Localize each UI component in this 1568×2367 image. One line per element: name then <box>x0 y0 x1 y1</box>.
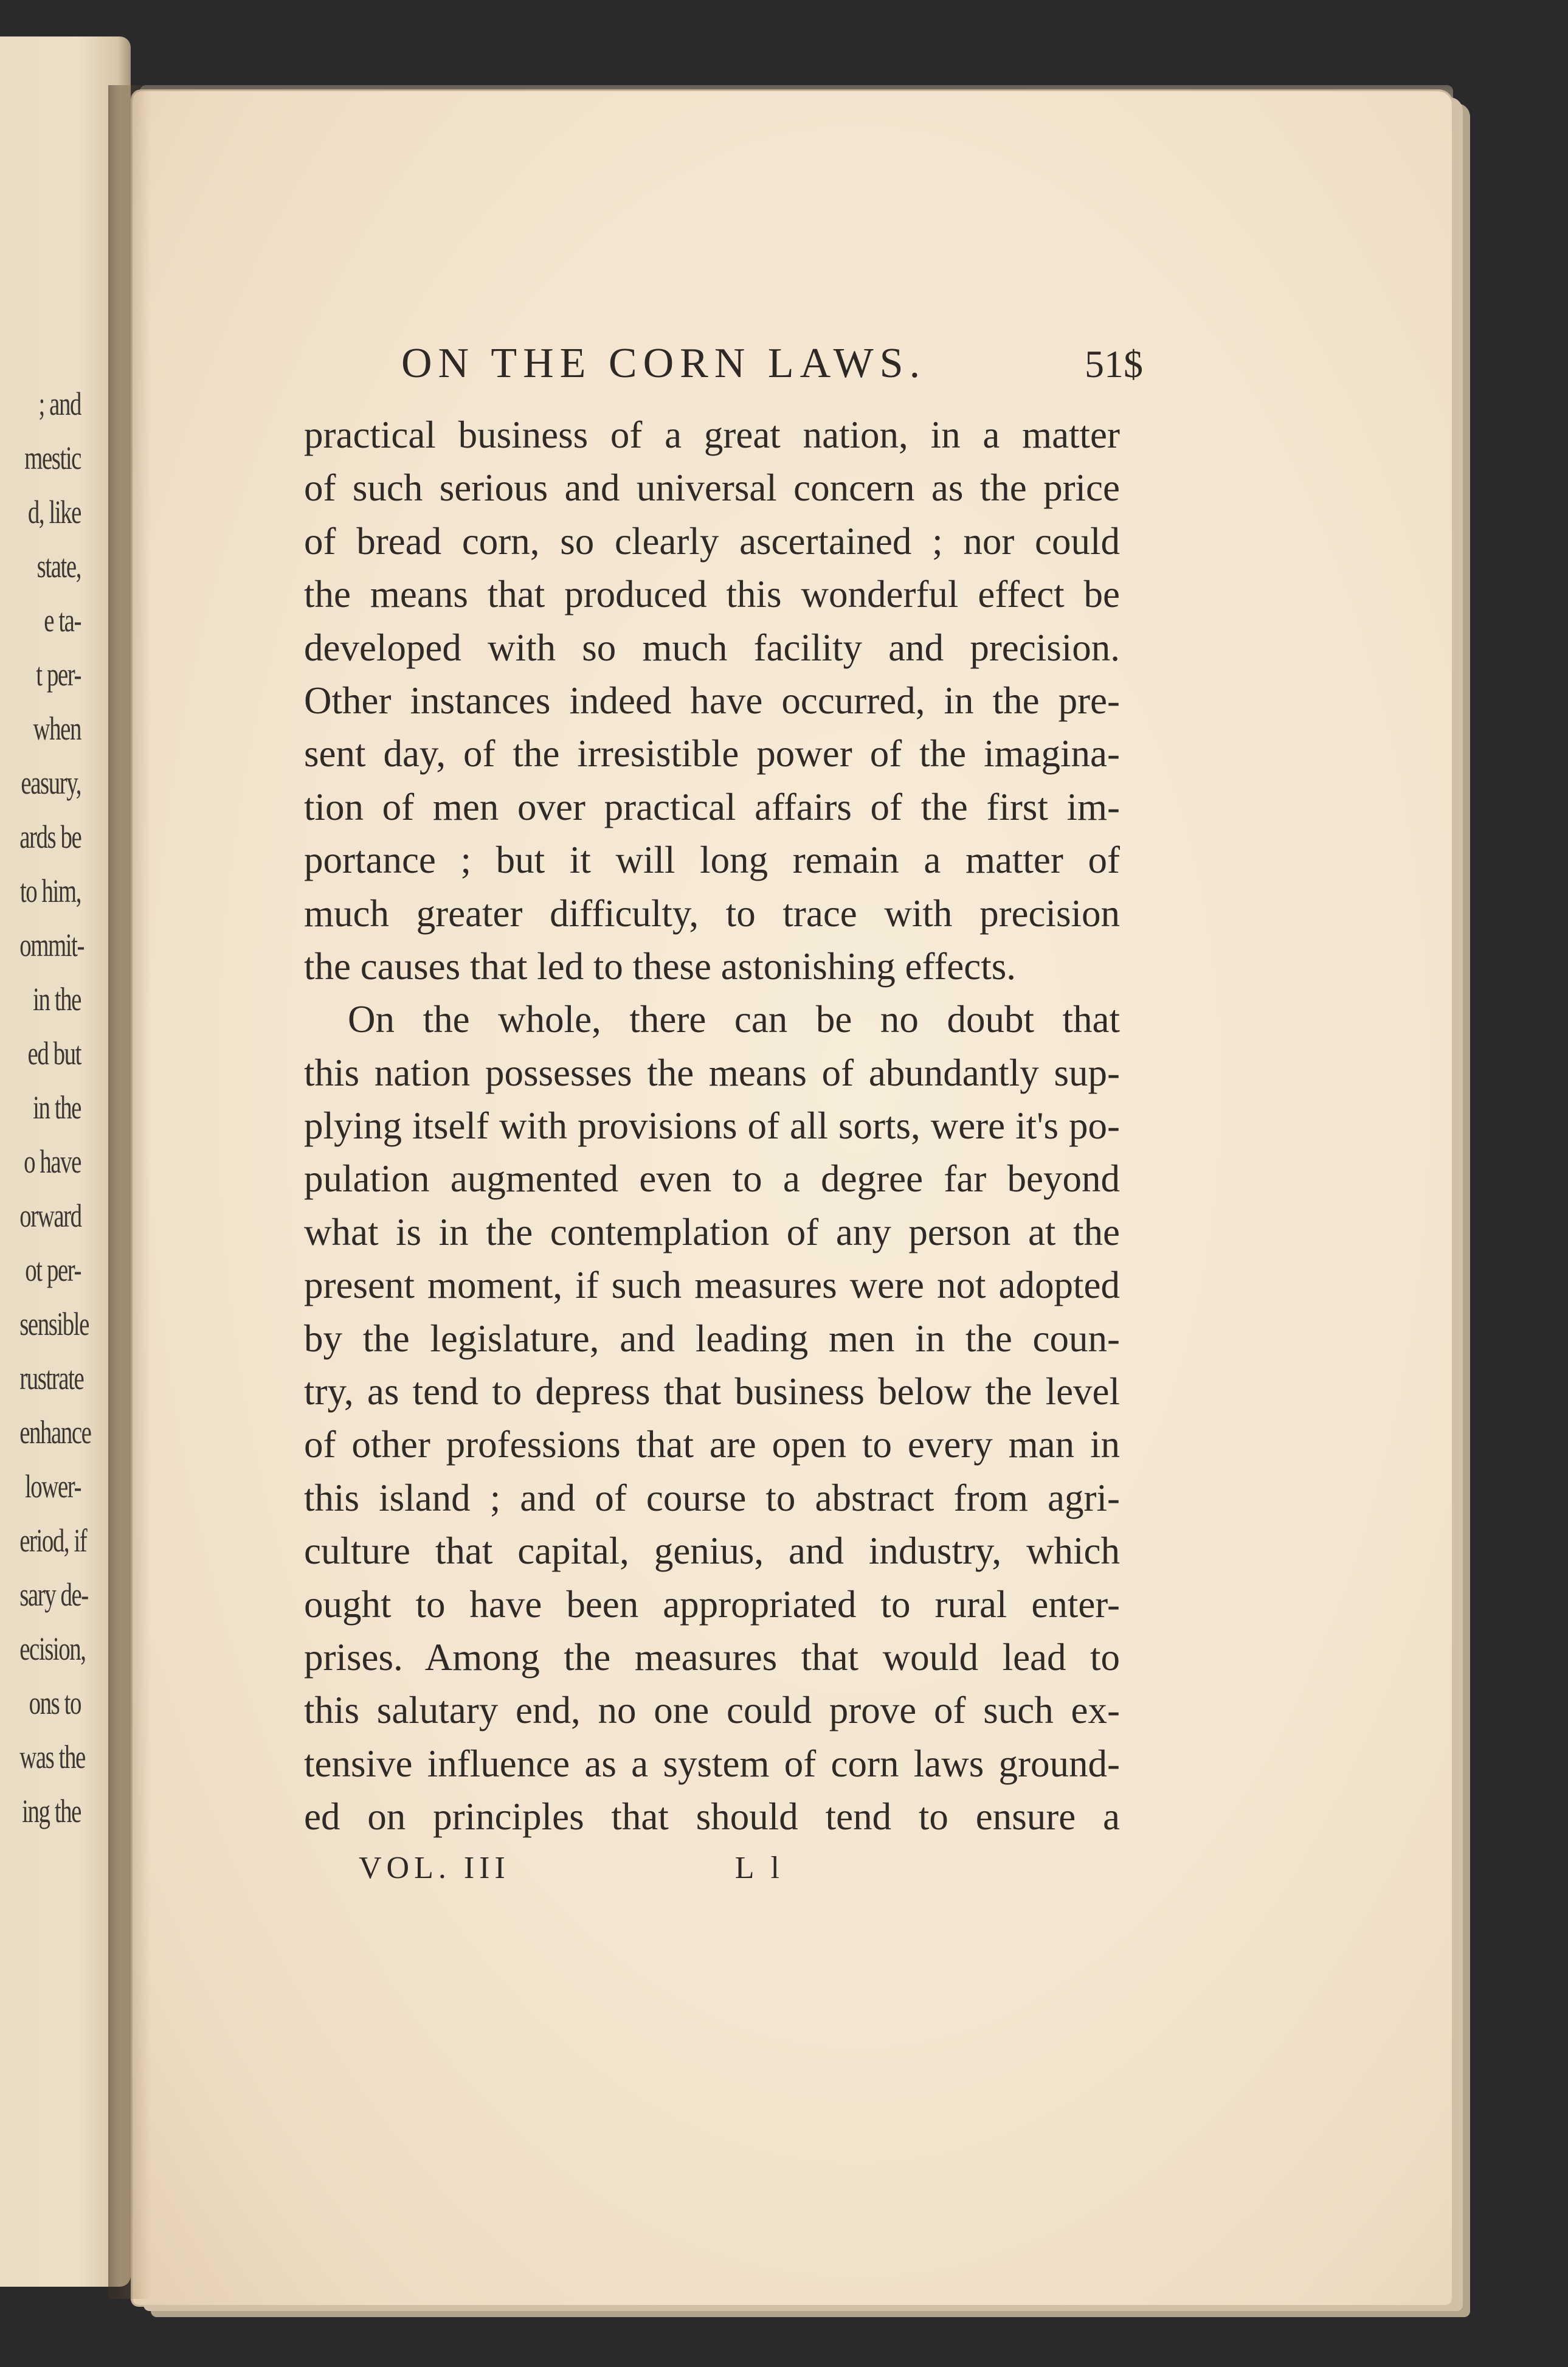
text-line: of other professions that are open to every man in <box>304 1423 1120 1466</box>
text-line: present moment, if such measures were not adopted <box>304 1264 1120 1307</box>
text-line: practical business of a great nation, in a matter <box>304 414 1120 456</box>
text-line: much greater difficulty, to trace with precision <box>304 892 1120 935</box>
left-line: ing the <box>22 1793 81 1829</box>
left-line: ; and <box>38 386 81 422</box>
left-line: t per- <box>36 656 81 693</box>
left-line: mestic <box>24 440 81 476</box>
text-line: this island ; and of course to abstract from agri- <box>304 1476 1120 1519</box>
text-line: ought to have been appropriated to rural enter- <box>304 1582 1120 1626</box>
left-line: ed but <box>27 1035 81 1072</box>
text-line: this salutary end, no one could prove of such ex- <box>304 1689 1120 1732</box>
volume-mark: VOL. III <box>359 1851 510 1885</box>
book-gutter-shadow <box>108 85 151 2299</box>
text-line: On the whole, there can be no doubt that <box>348 998 1120 1041</box>
text-line: this nation possesses the means of abundantly sup- <box>304 1051 1120 1094</box>
left-line: o have <box>24 1143 81 1180</box>
left-line: d, like <box>27 494 81 530</box>
left-line: lower- <box>24 1468 81 1505</box>
text-line: by the legislature, and leading men in the coun- <box>304 1317 1120 1360</box>
text-line: Other instances indeed have occurred, in the pre- <box>304 679 1120 722</box>
running-title: ON THE CORN LAWS. <box>401 340 927 387</box>
left-line: easury, <box>21 764 81 801</box>
left-line: in the <box>33 981 81 1017</box>
left-line: eriod, if <box>19 1522 87 1559</box>
text-line: try, as tend to depress that business below the level <box>304 1370 1120 1413</box>
text-line: portance ; but it will long remain a matter of <box>304 839 1120 882</box>
left-line: rustrate <box>19 1360 84 1396</box>
left-line: e ta- <box>44 602 81 639</box>
left-line: sary de- <box>19 1576 88 1613</box>
text-line: of such serious and universal concern as the price <box>304 466 1120 510</box>
left-line: ot per- <box>25 1252 81 1288</box>
left-line: state, <box>36 548 81 584</box>
left-line: ommit- <box>19 927 85 963</box>
left-line: sensible <box>19 1306 89 1342</box>
text-line: plying itself with provisions of all sorts, were it's po- <box>304 1104 1120 1148</box>
signature-mark: L l <box>734 1851 784 1885</box>
text-line: the causes that led to these astonishing effects. <box>304 944 1017 988</box>
left-line: ecision, <box>19 1631 86 1667</box>
body-text <box>304 409 1120 1844</box>
page-number: 51$ <box>1085 342 1143 386</box>
left-line: was the <box>19 1739 85 1775</box>
left-line: orward <box>19 1197 81 1234</box>
text-line: prises. Among the measures that would lead to <box>304 1635 1120 1679</box>
left-line: ards be <box>19 819 81 855</box>
text-line: ed on principles that should tend to ensure a <box>304 1795 1120 1838</box>
text-line: what is in the contemplation of any person at the <box>304 1210 1120 1253</box>
text-line: sent day, of the irresistible power of the imagina- <box>304 732 1120 775</box>
left-line: when <box>33 710 81 747</box>
text-line: developed with so much facility and precision. <box>304 626 1120 669</box>
left-line: to him, <box>19 873 81 909</box>
text-line: tion of men over practical affairs of the first im- <box>304 785 1120 828</box>
running-head <box>401 339 1143 388</box>
left-page-text <box>19 377 91 1838</box>
page-footer <box>359 1850 784 1886</box>
text-line: of bread corn, so clearly ascertained ; nor could <box>304 519 1120 563</box>
left-line: enhance <box>19 1414 91 1450</box>
left-line: ons to <box>29 1685 81 1721</box>
text-line: pulation augmented even to a degree far beyond <box>304 1157 1120 1201</box>
left-line: in the <box>33 1089 81 1126</box>
text-line: culture that capital, genius, and industry, which <box>304 1530 1120 1573</box>
text-line: the means that produced this wonderful effect be <box>304 573 1120 616</box>
text-line: tensive influence as a system of corn laws ground- <box>304 1742 1120 1785</box>
